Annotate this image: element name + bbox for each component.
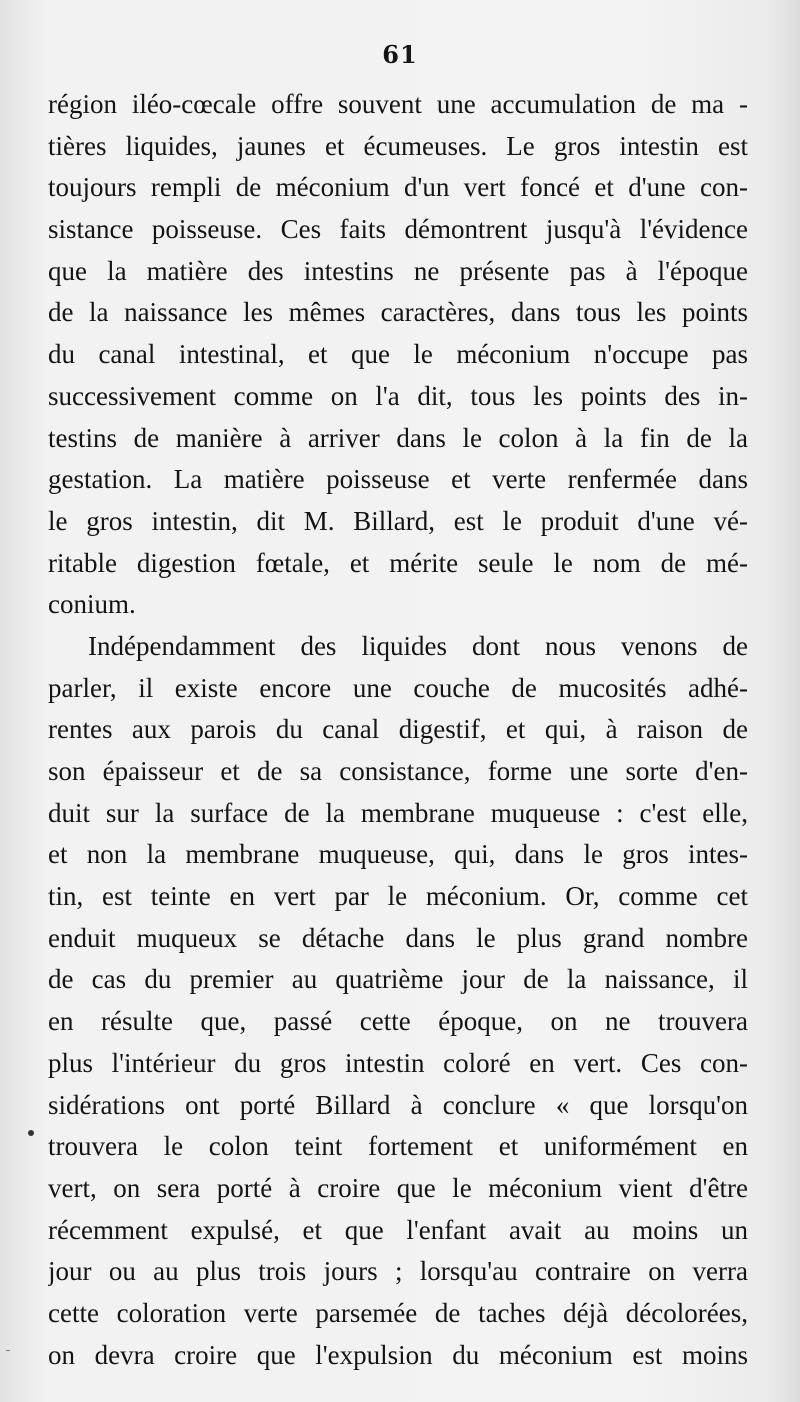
body-text xyxy=(48,84,748,1376)
text-line: duit sur la surface de la membrane muqueuse : c'est elle, xyxy=(48,797,748,828)
text-line: conium. xyxy=(48,589,136,620)
text-line: Indépendamment des liquides dont nous venons de xyxy=(88,630,748,661)
text-line: tières liquides, jaunes et écumeuses. Le gros intestin est xyxy=(48,130,748,161)
text-line: de cas du premier au quatrième jour de la naissance, il xyxy=(48,964,748,995)
text-line: région iléo-cœcale offre souvent une accumulation de ma - xyxy=(48,89,748,119)
margin-tick xyxy=(6,1350,10,1351)
text-line: sistance poisseuse. Ces faits démontrent jusqu'à l'évidence xyxy=(48,214,748,245)
text-line: du canal intestinal, et que le méconium n'occupe pas xyxy=(48,339,748,370)
text-line: jour ou au plus trois jours ; lorsqu'au contraire on verra xyxy=(48,1256,748,1287)
text-line: successivement comme on l'a dit, tous les points des in- xyxy=(48,380,748,411)
text-line: testins de manière à arriver dans le colon à la fin de la xyxy=(48,422,748,453)
text-line: de la naissance les mêmes caractères, dans tous les points xyxy=(48,297,748,328)
text-line: gestation. La matière poisseuse et verte renfermée dans xyxy=(48,464,748,495)
text-line: et non la membrane muqueuse, qui, dans le gros intes- xyxy=(48,839,748,870)
text-line: trouvera le colon teint fortement et uniformément en xyxy=(48,1131,748,1162)
text-line: parler, il existe encore une couche de mucosités adhé- xyxy=(48,672,748,703)
text-line: ritable digestion fœtale, et mérite seule le nom de mé- xyxy=(48,547,748,578)
text-line: tin, est teinte en vert par le méconium. Or, comme cet xyxy=(48,881,748,912)
text-line: rentes aux parois du canal digestif, et qui, à raison de xyxy=(48,714,748,745)
text-line: toujours rempli de méconium d'un vert foncé et d'une con- xyxy=(48,172,748,203)
text-line: que la matière des intestins ne présente pas à l'époque xyxy=(48,255,748,286)
margin-dot xyxy=(28,1130,34,1136)
text-line: on devra croire que l'expulsion du méconium est moins xyxy=(48,1339,748,1370)
text-line: cette coloration verte parsemée de taches déjà décolorées, xyxy=(48,1297,748,1328)
text-line: récemment expulsé, et que l'enfant avait au moins un xyxy=(48,1214,748,1245)
text-line: le gros intestin, dit M. Billard, est le produit d'une vé- xyxy=(48,505,748,536)
text-line: en résulte que, passé cette époque, on ne trouvera xyxy=(48,1006,748,1037)
text-line: sidérations ont porté Billard à conclure « que lorsqu'on xyxy=(48,1089,748,1120)
text-line: son épaisseur et de sa consistance, forme une sorte d'en- xyxy=(48,756,748,786)
text-line: vert, on sera porté à croire que le méconium vient d'être xyxy=(48,1172,748,1203)
text-line: enduit muqueux se détache dans le plus grand nombre xyxy=(48,922,748,953)
page-number: 61 xyxy=(382,40,418,69)
text-line: plus l'intérieur du gros intestin coloré en vert. Ces con- xyxy=(48,1047,748,1078)
